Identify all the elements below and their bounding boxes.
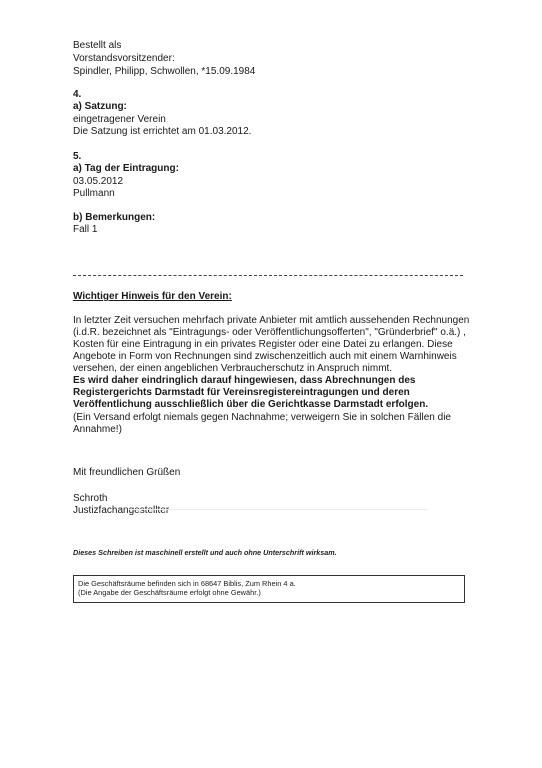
separator-line bbox=[73, 275, 463, 276]
notice-bold-line: Registergerichts Darmstadt für Vereinsregistereintragungen und deren bbox=[73, 387, 410, 398]
section5-number: 5. bbox=[73, 151, 82, 162]
notice-tail-line: Annahme!) bbox=[73, 424, 122, 435]
address-line2: (Die Angabe der Geschäftsräume erfolgt ohne Gewähr.) bbox=[78, 588, 261, 597]
section4-line1: eingetragener Verein bbox=[73, 114, 166, 125]
signature-line bbox=[128, 509, 428, 510]
notice-heading: Wichtiger Hinweis für den Verein: bbox=[73, 291, 232, 302]
address-line1: Die Geschäftsräume befinden sich in 68647 Biblis, Zum Rhein 4 a. bbox=[78, 579, 296, 588]
section5-heading: a) Tag der Eintragung: bbox=[73, 163, 179, 174]
section5-remarks-heading: b) Bemerkungen: bbox=[73, 212, 156, 223]
section4-number: 4. bbox=[73, 89, 82, 100]
footnote: Dieses Schreiben ist maschinell erstellt und auch ohne Unterschrift wirksam. bbox=[73, 548, 337, 557]
notice-bold-line: Es wird daher eindringlich darauf hingewiesen, dass Abrechnungen des bbox=[73, 375, 416, 386]
appointment-role: Vorstandsvorsitzender: bbox=[73, 53, 175, 64]
notice-bold-line: Veröffentlichung ausschließlich über die Gerichtkasse Darmstadt erfolgen. bbox=[73, 399, 429, 410]
address-box bbox=[73, 575, 465, 603]
closing-name: Schroth bbox=[73, 493, 108, 504]
notice-tail-line: (Ein Versand erfolgt niemals gegen Nachnahme; verweigern Sie in solchen Fällen die bbox=[73, 412, 451, 423]
appointment-person: Spindler, Philipp, Schwollen, *15.09.1984 bbox=[73, 66, 256, 77]
notice-line: Kosten für eine Eintragung in ein privates Register oder eine Datei zu erlangen. Diese bbox=[73, 339, 453, 350]
notice-line: In letzter Zeit versuchen mehrfach private Anbieter mit amtlich aussehenden Rechnungen bbox=[73, 315, 470, 326]
notice-line: (i.d.R. bezeichnet als "Eintragungs- oder Veröffentlichungsofferten", "Gründerbrief" o.ä.) , bbox=[73, 327, 466, 338]
section5-remarks: Fall 1 bbox=[73, 224, 98, 235]
section4-line2: Die Satzung ist errichtet am 01.03.2012. bbox=[73, 126, 252, 137]
section5-date: 03.05.2012 bbox=[73, 176, 124, 187]
appointment-label: Bestellt als bbox=[73, 40, 122, 51]
section4-heading: a) Satzung: bbox=[73, 101, 127, 112]
closing-greeting: Mit freundlichen Grüßen bbox=[73, 467, 181, 478]
notice-line: versehen, der einen angeblichen Verbraucherschutz in Anspruch nimmt. bbox=[73, 363, 393, 374]
closing-title: Justizfachangestellter bbox=[73, 505, 170, 516]
notice-line: Angebote in Form von Rechnungen sind zwischenzeitlich auch mit einem Warnhinweis bbox=[73, 351, 457, 362]
section5-clerk: Pullmann bbox=[73, 188, 115, 199]
